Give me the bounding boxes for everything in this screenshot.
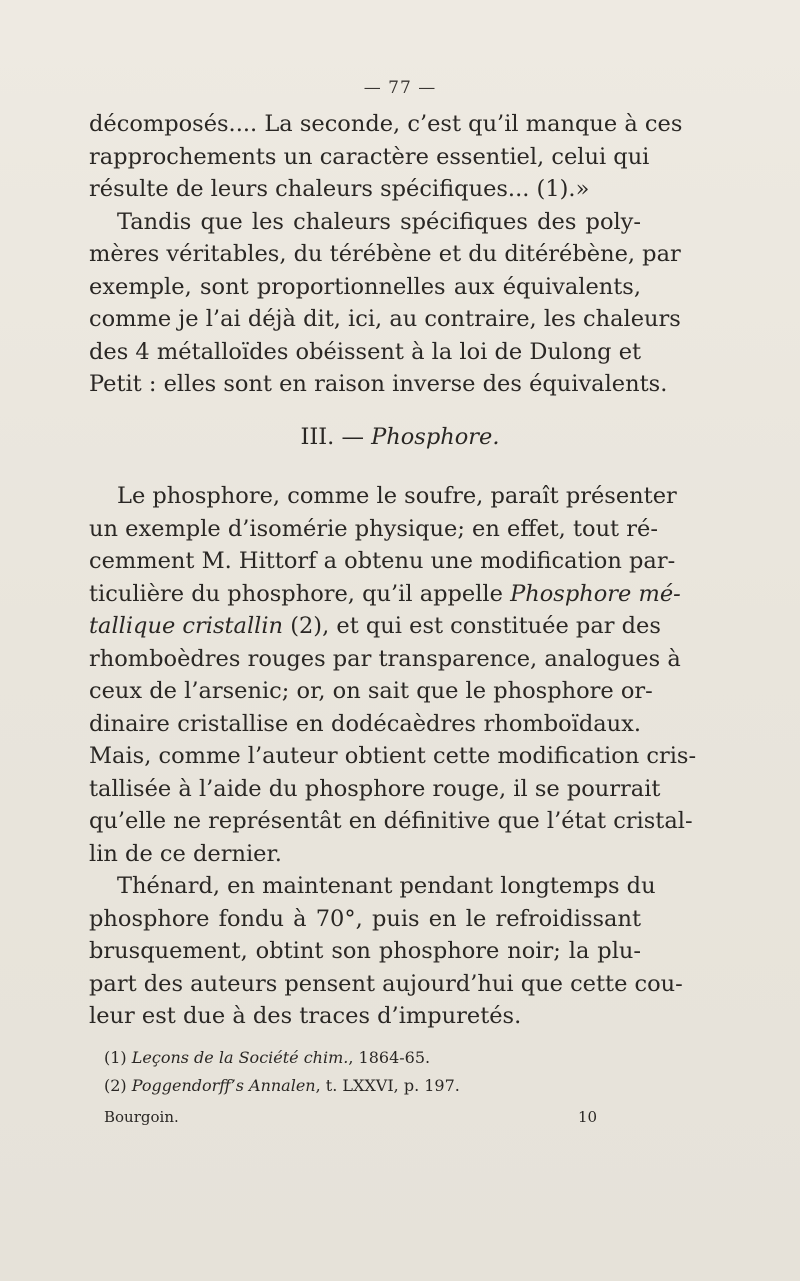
footnote-marker: (1)	[104, 1048, 127, 1067]
paragraph-phosphore	[89, 480, 697, 1033]
footnote-2	[104, 1072, 644, 1100]
footnote-source: Poggendorff’s Annalen	[131, 1076, 316, 1095]
text-line: cemment M. Hittorf a obtenu une modification par-	[89, 548, 676, 574]
printer-signature: Bourgoin.	[104, 1108, 179, 1126]
text-line: tallisée à l’aide du phosphore rouge, il se pourrait	[89, 775, 661, 802]
text-line: brusquement, obtint son phosphore noir; la plu-	[89, 938, 641, 964]
italic-term: tallique cristallin	[89, 613, 284, 639]
footnote-marker: (2)	[104, 1076, 127, 1095]
text-line: leur est due à des traces d’impuretés.	[89, 1003, 522, 1029]
text-line: qu’elle ne représentât en définitive que l’état cristal-	[89, 808, 693, 834]
section-heading	[0, 424, 800, 450]
text-line: phosphore fondu à 70°, puis en le refroidissant	[89, 905, 641, 932]
text-line: dinaire cristallise en dodécaèdres rhomboïdaux.	[89, 710, 641, 737]
footnote-1	[104, 1044, 644, 1072]
text-line: un exemple d’isomérie physique; en effet, tout ré-	[89, 515, 658, 542]
text-line: mères véritables, du térébène et du ditérébène, par	[89, 241, 681, 267]
text-line: comme je l’ai déjà dit, ici, au contraire, les chaleurs	[89, 306, 681, 332]
text-line: Tandis que les chaleurs spécifiques des poly-	[117, 208, 641, 235]
text-line: lin de ce dernier.	[89, 840, 282, 867]
text-line	[89, 578, 681, 611]
section-number: III. —	[300, 424, 364, 450]
text-line: résulte de leurs chaleurs spécifiques... (1).»	[89, 176, 590, 202]
text-line: Thénard, en maintenant pendant longtemps du	[117, 873, 656, 899]
text-line: ceux de l’arsenic; or, on sait que le phosphore or-	[89, 678, 653, 704]
footnote-detail: , 1864-65.	[348, 1048, 431, 1067]
sheet-number: 10	[578, 1108, 598, 1126]
footnote-source: Leçons de la Société chim.	[131, 1048, 349, 1067]
italic-term: Phosphore mé-	[510, 580, 681, 607]
text-line: part des auteurs pensent aujourd’hui que cette cou-	[89, 970, 683, 997]
text-segment: (2), et qui est constituée par des	[290, 613, 661, 639]
text-line: décomposés.... La seconde, c’est qu’il manque à ces	[89, 111, 683, 137]
page-number: — 77 —	[363, 78, 437, 98]
text-line: des 4 métalloïdes obéissent à la loi de Dulong et	[89, 338, 642, 365]
paragraph-quote-end	[89, 108, 683, 401]
text-line: rapprochements un caractère essentiel, celui qui	[89, 143, 650, 170]
footnotes	[104, 1044, 644, 1100]
text-line: exemple, sont proportionnelles aux équivalents,	[89, 273, 641, 300]
text-line: rhomboèdres rouges par transparence, analogues à	[89, 645, 681, 672]
text-line: Petit : elles sont en raison inverse des équivalents.	[89, 371, 668, 397]
section-title: Phosphore.	[371, 424, 500, 450]
footnote-detail: , t. LXXVI, p. 197.	[315, 1076, 460, 1095]
text-line: Mais, comme l’auteur obtient cette modification cris-	[89, 743, 697, 769]
text-segment: ticulière du phosphore, qu’il appelle	[89, 580, 503, 607]
text-line	[89, 610, 661, 643]
text-line: Le phosphore, comme le soufre, paraît présenter	[117, 483, 677, 509]
